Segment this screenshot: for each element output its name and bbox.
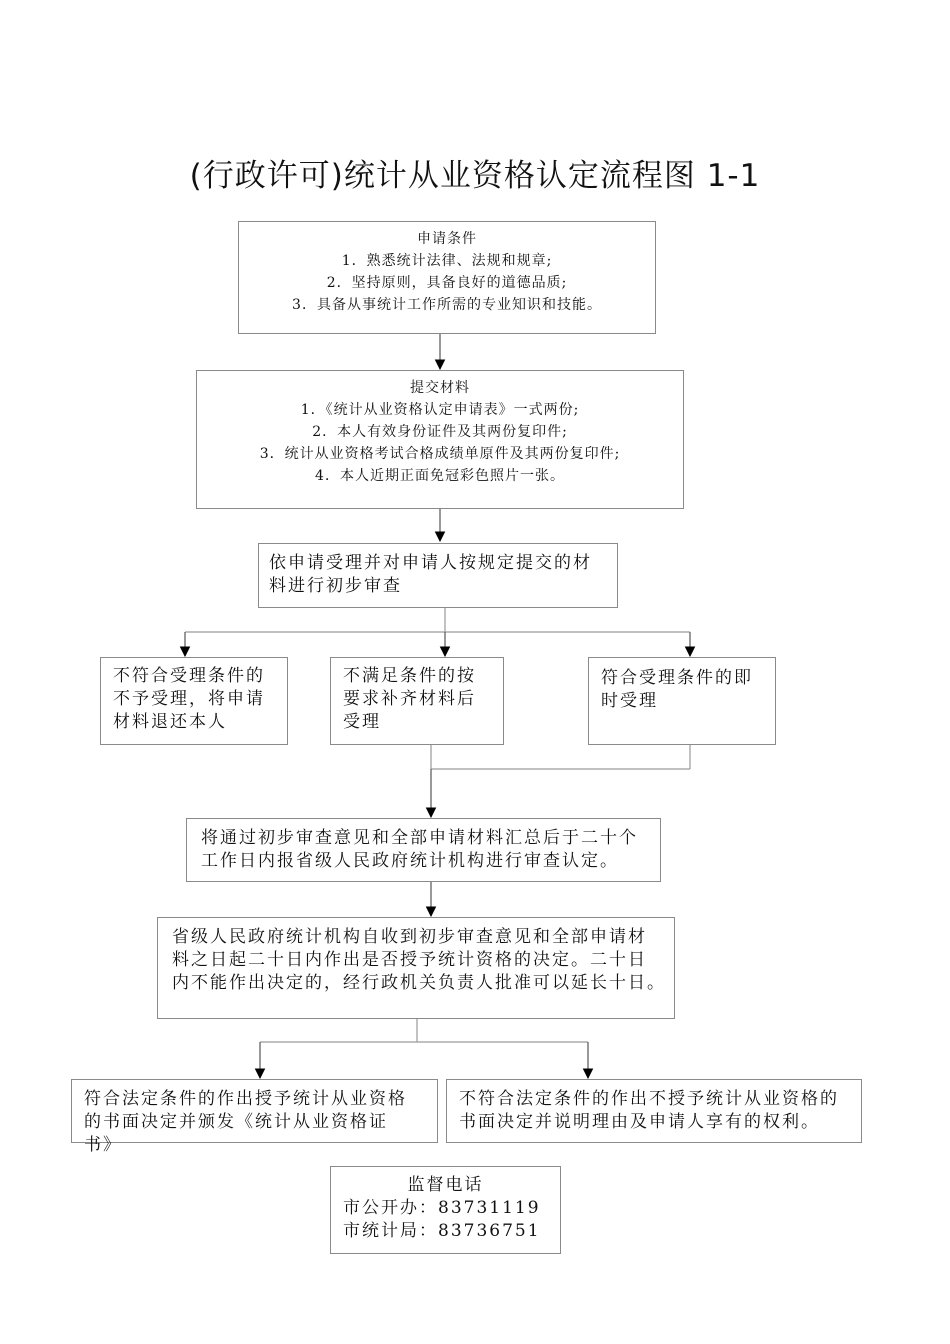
review-line: 料进行初步审查 [269, 576, 402, 596]
conditions-item: 2．坚持原则，具备良好的道德品质; [326, 275, 568, 291]
deny-line: 不符合法定条件的作出不授予统计从业资格的 [459, 1089, 839, 1109]
materials-item: 2．本人有效身份证件及其两份复印件; [312, 424, 568, 440]
supplement-line: 受理 [343, 712, 381, 732]
deny-box [446, 1079, 862, 1143]
reject-box [100, 657, 288, 745]
reject-line: 不符合受理条件的 [113, 666, 265, 686]
conditions-heading: 申请条件 [417, 231, 477, 247]
materials-item: 4．本人近期正面免冠彩色照片一张。 [315, 468, 565, 484]
review-box [258, 543, 618, 608]
materials-item: 1．《统计从业资格认定申请表》一式两份; [300, 402, 580, 418]
submit-box [186, 818, 661, 882]
materials-box [196, 370, 684, 509]
materials-item: 3．统计从业资格考试合格成绩单原件及其两份复印件; [259, 446, 621, 462]
materials-heading: 提交材料 [410, 380, 470, 396]
conditions-box [238, 221, 656, 334]
reject-line: 不予受理，将申请 [113, 689, 265, 709]
supplement-line: 要求补齐材料后 [343, 689, 476, 709]
accept-line: 符合受理条件的即 [601, 668, 753, 688]
accept-box [588, 657, 776, 745]
supervision-heading: 监督电话 [407, 1175, 484, 1195]
grant-line: 的书面决定并颁发《统计从业资格证 [84, 1112, 388, 1132]
supervision-phone-city-office: 市公开办：83731119 [343, 1198, 541, 1218]
reject-line: 材料退还本人 [113, 712, 227, 732]
grant-line: 符合法定条件的作出授予统计从业资格 [84, 1089, 407, 1109]
decision-line: 料之日起二十日内作出是否授予统计资格的决定。二十日 [172, 950, 647, 970]
decision-line: 省级人民政府统计机构自收到初步审查意见和全部申请材 [172, 927, 647, 947]
supplement-line: 不满足条件的按 [343, 666, 476, 686]
conditions-item: 1．熟悉统计法律、法规和规章; [341, 253, 553, 269]
accept-line: 时受理 [601, 691, 658, 711]
supplement-box [330, 657, 504, 745]
decision-box [157, 917, 675, 1019]
decision-line: 内不能作出决定的，经行政机关负责人批准可以延长十日。 [172, 973, 666, 993]
submit-line: 将通过初步审查意见和全部申请材料汇总后于二十个 [201, 828, 638, 848]
supervision-phone-stats-bureau: 市统计局：83736751 [343, 1221, 541, 1241]
grant-line: 书》 [84, 1135, 122, 1155]
supervision-box [330, 1166, 561, 1254]
submit-line: 工作日内报省级人民政府统计机构进行审查认定。 [201, 851, 619, 871]
page-title: (行政许可)统计从业资格认定流程图 1-1 [189, 158, 761, 194]
review-line: 依申请受理并对申请人按规定提交的材 [269, 553, 592, 573]
grant-box [71, 1079, 438, 1155]
deny-line: 书面决定并说明理由及申请人享有的权利。 [459, 1112, 820, 1132]
conditions-item: 3．具备从事统计工作所需的专业知识和技能。 [292, 297, 602, 313]
